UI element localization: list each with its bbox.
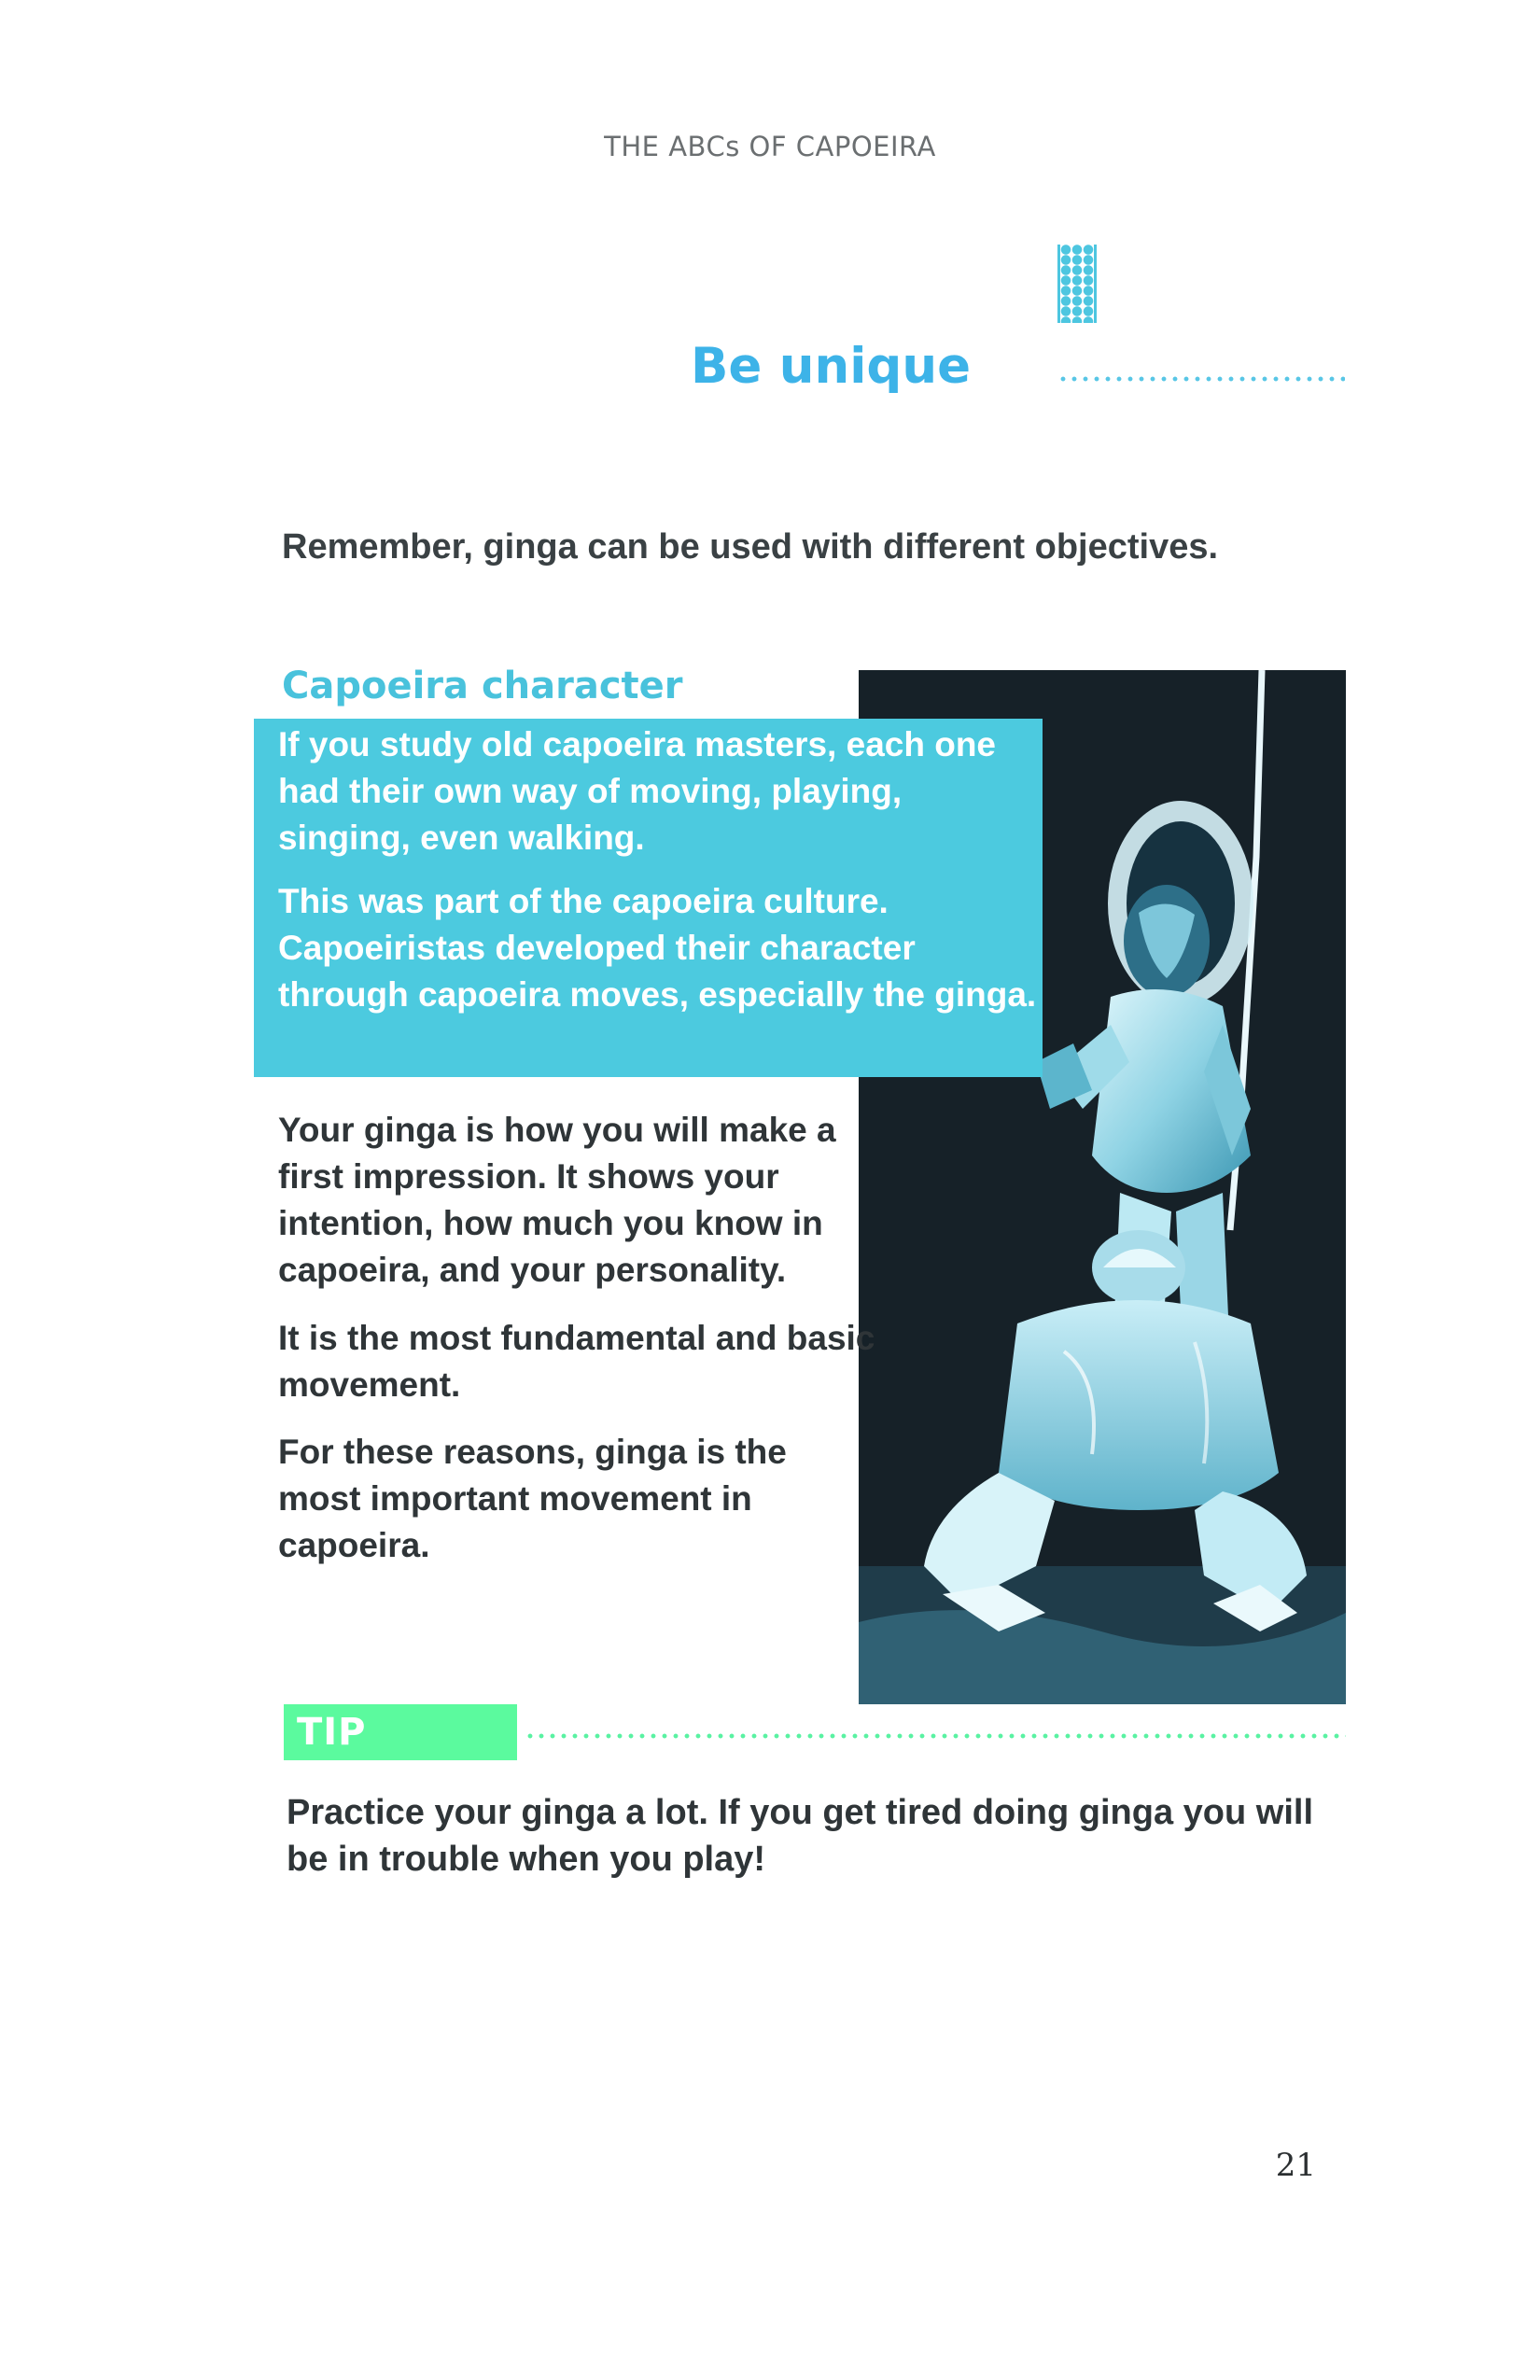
sidebar-heading: Capoeira character bbox=[282, 665, 683, 707]
section-title: Be unique bbox=[690, 338, 972, 395]
title-dotted-rule bbox=[1057, 375, 1345, 383]
callout-paragraph: If you study old capoeira masters, each one had their own way of moving, playing, singing, even walking. bbox=[278, 725, 997, 857]
intro-text: Remember, ginga can be used with different objectives. bbox=[282, 527, 1219, 567]
body-paragraph: It is the most fundamental and basic movement. bbox=[278, 1319, 875, 1404]
tip-dotted-rule bbox=[525, 1732, 1346, 1740]
callout-box bbox=[254, 719, 1043, 1077]
page-number: 21 bbox=[1275, 2147, 1316, 2184]
tip-badge: TIP bbox=[284, 1704, 517, 1760]
decorative-dot-grid-icon bbox=[1057, 245, 1097, 323]
callout-paragraph: This was part of the capoeira culture. Capoeiristas developed their character through capoeira moves, especially the ginga. bbox=[278, 882, 1037, 1014]
running-header: THE ABCs OF CAPOEIRA bbox=[604, 131, 936, 162]
body-paragraph: Your ginga is how you will make a first impression. It shows your intention, how much you know in capoeira, and your personality. bbox=[278, 1111, 836, 1289]
tip-text: Practice your ginga a lot. If you get tired doing ginga you will be in trouble when you play! bbox=[287, 1793, 1313, 1879]
body-paragraph: For these reasons, ginga is the most important movement in capoeira. bbox=[278, 1433, 787, 1564]
